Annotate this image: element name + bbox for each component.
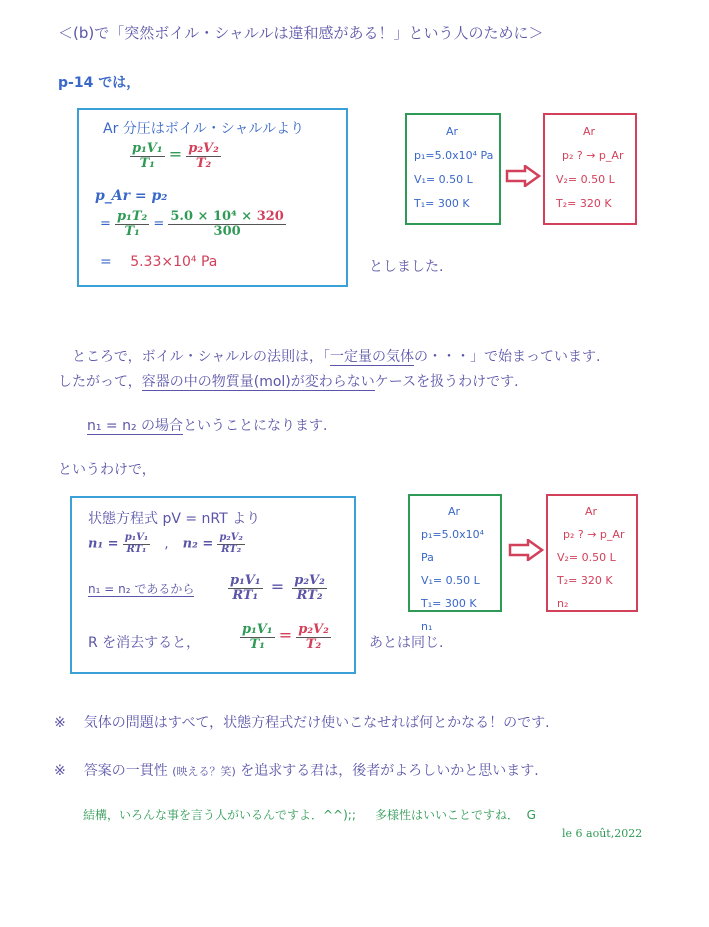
footer-note: 結構，いろんな事を言う人がいるんですよ．^^);; 多様性はいいことですね． G <box>83 808 536 822</box>
elim-num2: p₂V₂ <box>298 622 329 637</box>
note2-mark: ※ <box>54 763 66 779</box>
state1-right-v: V₂= 0.50 L <box>556 173 615 186</box>
note2-a: 答案の一貫性 <box>83 763 168 779</box>
note-1 <box>54 712 550 732</box>
toshimashita-text: としました. <box>369 259 444 275</box>
state1-right-title: Ar <box>582 125 596 138</box>
state2-left-p: p₁=5.0x10⁴ Pa <box>421 528 485 564</box>
state2-left-content <box>409 500 499 638</box>
n2-den: RT₂ <box>221 543 242 555</box>
box2-eliminated-eq <box>240 623 331 651</box>
para1-line1-c: の・・・」で始まっています. <box>413 349 601 365</box>
note1-mark: ※ <box>54 715 66 731</box>
state2-right-p: p₂ ? → p_Ar <box>563 528 625 541</box>
arrow-right-icon-2 <box>508 539 544 561</box>
state2-left-n: n₁ <box>421 620 433 633</box>
para1-line2-c: ケースを扱うわけです. <box>374 374 519 390</box>
line3-num: p₁T₂ <box>117 209 148 224</box>
eq1-lhs-den: T₁ <box>139 155 155 171</box>
line4-value: 5.33×10⁴ Pa <box>130 254 218 270</box>
n-separator: , <box>164 536 169 552</box>
p14-label: p-14 では， <box>58 75 141 91</box>
state2-right-content <box>547 500 635 615</box>
box1-line4 <box>100 254 217 270</box>
para2-underlined: n₁ = n₂ の場合 <box>87 418 184 434</box>
line3-num2b: 320 <box>256 209 284 224</box>
note2-c: を追求する君は，後者がよろしいかと思います. <box>240 763 539 779</box>
elim-num1: p₁V₁ <box>242 622 273 637</box>
para1-line1-b: 一定量の気体 <box>329 349 414 365</box>
state1-left-content <box>406 120 498 216</box>
box2-n-definitions <box>88 533 245 555</box>
paragraph-1-line-2 <box>58 371 519 391</box>
eq1-equals: = <box>168 144 183 164</box>
state1-right-p: p₂ ? → p_Ar <box>562 149 624 162</box>
box2-condition-eq <box>228 574 327 602</box>
line3-equals: = <box>100 216 111 232</box>
state1-left-p: p₁=5.0x10⁴ Pa <box>414 149 494 162</box>
cond-den2: RT₂ <box>296 587 323 603</box>
line3-den2: 300 <box>213 223 241 239</box>
paragraph-2 <box>87 415 328 435</box>
state1-right-t: T₂= 320 K <box>556 197 612 210</box>
state2-right-title: Ar <box>584 505 598 518</box>
note1-text: 気体の問題はすべて，状態方程式だけ使いこなせれば何とかなる！のです. <box>83 715 550 731</box>
cond-equals: = <box>270 576 285 596</box>
paragraph-3: というわけで， <box>58 462 156 478</box>
n2-num: p₂V₂ <box>219 532 243 543</box>
elim-den1: T₁ <box>249 636 265 652</box>
eq1-lhs-num: p₁V₁ <box>132 141 163 156</box>
eq1-rhs-num: p₂V₂ <box>188 141 219 156</box>
line4-equals: = <box>100 254 112 270</box>
paragraph-1-line-1 <box>72 346 600 366</box>
line3-den: T₁ <box>124 223 140 239</box>
para2-rest: ということになります. <box>183 418 328 434</box>
state2-left-title: Ar <box>447 505 461 518</box>
arrow-right-icon <box>505 165 541 187</box>
eq1-rhs-den: T₂ <box>195 155 212 171</box>
state2-left-t: T₁= 300 K <box>421 597 477 610</box>
n2-lhs: n₂ = <box>182 536 214 552</box>
box2-line1: 状態方程式 pV = nRT より <box>88 511 261 527</box>
cond-den1: RT₁ <box>232 587 259 603</box>
state1-left-v: V₁= 0.50 L <box>414 173 473 186</box>
line3-equals-2: = <box>153 216 165 232</box>
state1-left-title: Ar <box>445 125 459 138</box>
state2-right-t: T₂= 320 K <box>557 574 613 587</box>
atowa-text: あとは同じ. <box>369 635 444 651</box>
state2-left-v: V₁= 0.50 L <box>421 574 480 587</box>
condition-text: n₁ = n₂ であるから <box>88 582 195 596</box>
state2-right-v: V₂= 0.50 L <box>557 551 616 564</box>
page-heading: ＜(b)で「突然ボイル・シャルルは違和感がある！」という人のために＞ <box>58 24 544 42</box>
box1-eq1 <box>130 142 221 170</box>
state1-left-t: T₁= 300 K <box>414 197 470 210</box>
note-2 <box>54 760 539 780</box>
cond-num1: p₁V₁ <box>230 573 261 588</box>
n1-num: p₁V₁ <box>124 532 149 543</box>
elim-den2: T₂ <box>305 636 322 652</box>
box1-title: Ar 分圧はボイル・シャルルより <box>103 121 305 137</box>
line3-num2a: 5.0 × 10⁴ × <box>170 209 253 224</box>
para1-line1-a: ところで，ボイル・シャルルの法則は，「 <box>72 349 330 365</box>
n1-den: RT₁ <box>126 543 147 555</box>
date-signature: le 6 août,2022 <box>562 827 643 840</box>
box1-line2: p_Ar = p₂ <box>95 188 168 204</box>
box2-condition <box>88 580 194 597</box>
n1-lhs: n₁ = <box>88 536 119 552</box>
box1-line3 <box>100 210 286 238</box>
state2-right-n: n₂ <box>557 597 569 610</box>
elim-equals: = <box>278 625 293 645</box>
para1-line2-a: したがって， <box>58 374 142 390</box>
box2-eliminate-r: R を消去すると， <box>88 635 201 651</box>
para1-line2-b: 容器の中の物質量(mol)が変わらない <box>141 374 375 390</box>
cond-num2: p₂V₂ <box>294 573 325 588</box>
note2-b: (映える？笑) <box>172 765 236 778</box>
state1-right-content <box>544 120 634 216</box>
